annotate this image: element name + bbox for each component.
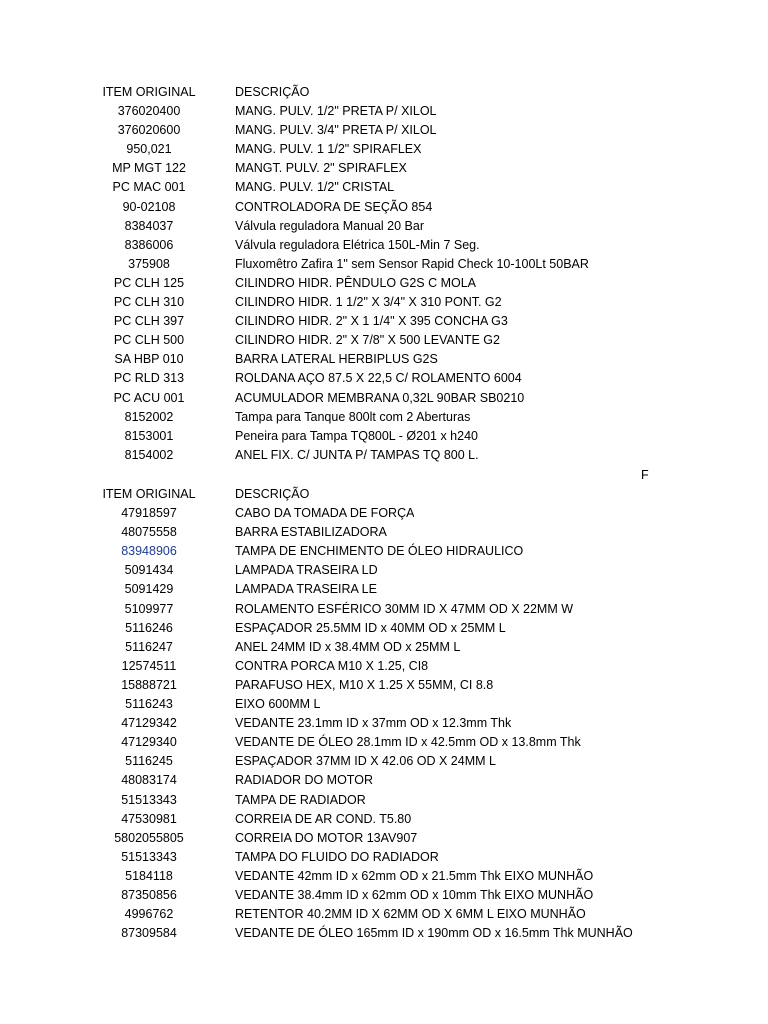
description-cell: Tampa para Tanque 800lt com 2 Aberturas xyxy=(235,409,471,424)
item-code-cell: 5116247 xyxy=(125,639,173,654)
table-header-row xyxy=(0,485,768,504)
description-cell: LAMPADA TRASEIRA LD xyxy=(235,563,378,578)
item-code-cell: 8384037 xyxy=(124,218,174,233)
item-code-cell: 47129342 xyxy=(121,716,177,731)
item-code-cell: 47129340 xyxy=(121,735,177,750)
table-header-row xyxy=(0,83,768,102)
description-cell: ACUMULADOR MEMBRANA 0,32L 90BAR SB0210 xyxy=(235,390,525,405)
description-cell: Fluxomêtro Zafira 1" sem Sensor Rapid Check 10-100Lt 50BAR xyxy=(235,256,589,271)
item-code-cell: SA HBP 010 xyxy=(114,352,184,367)
table-row xyxy=(0,274,768,293)
table-row xyxy=(0,542,768,561)
parts-table-1 xyxy=(0,83,768,465)
truncated-cell-text: F xyxy=(641,468,649,482)
table-row xyxy=(0,178,768,197)
table-row xyxy=(0,121,768,140)
table-row xyxy=(0,389,768,408)
header-descricao: DESCRIÇÃO xyxy=(235,85,310,99)
table-row xyxy=(0,580,768,599)
item-code-cell: 51513343 xyxy=(121,849,177,864)
description-cell: BARRA LATERAL HERBIPLUS G2S xyxy=(235,352,438,367)
table-row xyxy=(0,829,768,848)
item-code-cell: 4996762 xyxy=(124,907,174,922)
table-row xyxy=(0,752,768,771)
description-cell: RADIADOR DO MOTOR xyxy=(235,773,373,788)
item-code-cell: 8153001 xyxy=(124,428,174,443)
table-row xyxy=(0,198,768,217)
table-row xyxy=(0,293,768,312)
table-row xyxy=(0,236,768,255)
description-cell: TAMPA DO FLUIDO DO RADIADOR xyxy=(235,849,439,864)
header-descricao: DESCRIÇÃO xyxy=(235,487,310,501)
item-code-cell: 5091429 xyxy=(124,582,174,597)
item-code-cell: 51513343 xyxy=(121,792,177,807)
description-cell: CONTRA PORCA M10 X 1.25, CI8 xyxy=(235,658,429,673)
item-code-cell: PC CLH 310 xyxy=(113,295,185,310)
description-cell: MANG. PULV. 1/2" PRETA P/ XILOL xyxy=(235,104,437,119)
item-code-cell: 5184118 xyxy=(125,868,173,883)
table-row xyxy=(0,350,768,369)
description-cell: ROLAMENTO ESFÉRICO 30MM ID X 47MM OD X 22MM W xyxy=(235,601,574,616)
description-cell: CILINDRO HIDR. PÊNDULO G2S C MOLA xyxy=(235,275,477,290)
description-cell: MANG. PULV. 1 1/2" SPIRAFLEX xyxy=(235,142,422,157)
description-cell: Peneira para Tampa TQ800L - Ø201 x h240 xyxy=(235,428,478,443)
table-row xyxy=(0,695,768,714)
description-cell: TAMPA DE RADIADOR xyxy=(235,792,366,807)
item-code-cell: 376020600 xyxy=(117,123,181,138)
description-cell: VEDANTE DE ÓLEO 28.1mm ID x 42.5mm OD x 13.8mm Thk xyxy=(235,735,581,750)
table-row xyxy=(0,369,768,388)
table-row xyxy=(0,408,768,427)
item-code-cell: PC CLH 125 xyxy=(113,275,185,290)
table-row xyxy=(0,676,768,695)
table-row xyxy=(0,561,768,580)
table-row xyxy=(0,657,768,676)
description-cell: BARRA ESTABILIZADORA xyxy=(235,525,387,540)
table-row xyxy=(0,312,768,331)
item-code-cell: 5109977 xyxy=(124,601,174,616)
item-code-cell: 83948906 xyxy=(121,544,177,559)
description-cell: CILINDRO HIDR. 2" X 1 1/4" X 395 CONCHA G3 xyxy=(235,314,508,329)
table-row xyxy=(0,638,768,657)
table-row xyxy=(0,733,768,752)
description-cell: Válvula reguladora Manual 20 Bar xyxy=(235,218,425,233)
item-code-cell: 5116245 xyxy=(125,754,173,769)
table-row xyxy=(0,600,768,619)
description-cell: RETENTOR 40.2MM ID X 62MM OD X 6MM L EIXO MUNHÃO xyxy=(235,907,586,922)
table-row xyxy=(0,867,768,886)
table-row xyxy=(0,924,768,943)
item-code-cell: 5091434 xyxy=(124,563,174,578)
description-cell: ANEL 24MM ID x 38.4MM OD x 25MM L xyxy=(235,639,461,654)
table-row xyxy=(0,159,768,178)
description-cell: MANG. PULV. 1/2" CRISTAL xyxy=(235,180,395,195)
description-cell: CONTROLADORA DE SEÇÃO 854 xyxy=(235,199,433,214)
table-row xyxy=(0,771,768,790)
table-row xyxy=(0,504,768,523)
item-code-cell: 376020400 xyxy=(117,104,181,119)
table-row xyxy=(0,427,768,446)
description-cell: ANEL FIX. C/ JUNTA P/ TAMPAS TQ 800 L. xyxy=(235,447,479,462)
description-cell: CILINDRO HIDR. 2" X 7/8" X 500 LEVANTE G2 xyxy=(235,333,500,348)
table-row xyxy=(0,446,768,465)
description-cell: PARAFUSO HEX, M10 X 1.25 X 55MM, CI 8.8 xyxy=(235,677,494,692)
item-code-cell: 950,021 xyxy=(126,142,172,157)
item-code-cell: PC MAC 001 xyxy=(112,180,186,195)
description-cell: VEDANTE 38.4mm ID x 62mm OD x 10mm Thk EIXO MUNHÃO xyxy=(235,887,594,902)
table-row xyxy=(0,810,768,829)
description-cell: VEDANTE DE ÓLEO 165mm ID x 190mm OD x 16.5mm Thk MUNHÃO xyxy=(235,926,633,941)
table-row xyxy=(0,905,768,924)
item-code-cell: 8152002 xyxy=(124,409,174,424)
table-row xyxy=(0,848,768,867)
description-cell: CORREIA DE AR COND. T5.80 xyxy=(235,811,412,826)
description-cell: CILINDRO HIDR. 1 1/2" X 3/4" X 310 PONT. G2 xyxy=(235,295,502,310)
item-code-cell: 87350856 xyxy=(121,887,177,902)
item-code-cell: 5802055805 xyxy=(114,830,184,845)
table-row xyxy=(0,331,768,350)
table-row xyxy=(0,140,768,159)
item-code-cell: 375908 xyxy=(128,256,170,271)
item-code-cell: PC CLH 500 xyxy=(113,333,185,348)
item-code-cell: 8154002 xyxy=(124,447,174,462)
item-code-cell: PC RLD 313 xyxy=(113,371,185,386)
item-code-cell: 48075558 xyxy=(121,525,177,540)
description-cell: CORREIA DO MOTOR 13AV907 xyxy=(235,830,418,845)
description-cell: ROLDANA AÇO 87.5 X 22,5 C/ ROLAMENTO 6004 xyxy=(235,371,522,386)
table-row xyxy=(0,619,768,638)
table-row xyxy=(0,714,768,733)
table-row xyxy=(0,523,768,542)
description-cell: EIXO 600MM L xyxy=(235,697,321,712)
item-code-cell: PC CLH 397 xyxy=(113,314,185,329)
item-code-cell: 12574511 xyxy=(121,658,177,673)
description-cell: Válvula reguladora Elétrica 150L-Min 7 Seg. xyxy=(235,237,480,252)
description-cell: CABO DA TOMADA DE FORÇA xyxy=(235,506,415,521)
description-cell: VEDANTE 23.1mm ID x 37mm OD x 12.3mm Thk xyxy=(235,716,512,731)
description-cell: MANGT. PULV. 2" SPIRAFLEX xyxy=(235,161,407,176)
description-cell: MANG. PULV. 3/4" PRETA P/ XILOL xyxy=(235,123,437,138)
table-row xyxy=(0,102,768,121)
table-row xyxy=(0,217,768,236)
parts-table-2 xyxy=(0,485,768,943)
header-item-original: ITEM ORIGINAL xyxy=(102,487,196,501)
table-row xyxy=(0,791,768,810)
item-code-cell: 5116243 xyxy=(125,697,173,712)
item-code-cell: 48083174 xyxy=(121,773,177,788)
table-row xyxy=(0,255,768,274)
item-code-cell: 90-02108 xyxy=(122,199,176,214)
description-cell: LAMPADA TRASEIRA LE xyxy=(235,582,377,597)
item-code-cell: 15888721 xyxy=(121,677,177,692)
description-cell: TAMPA DE ENCHIMENTO DE ÓLEO HIDRAULICO xyxy=(235,544,524,559)
item-code-cell: 87309584 xyxy=(121,926,177,941)
header-item-original: ITEM ORIGINAL xyxy=(102,85,196,99)
item-code-cell: PC ACU 001 xyxy=(113,390,185,405)
item-code-cell: 47918597 xyxy=(121,506,177,521)
item-code-cell: 47530981 xyxy=(121,811,177,826)
item-code-cell: 8386006 xyxy=(124,237,174,252)
item-code-cell: MP MGT 122 xyxy=(112,161,186,176)
table-row xyxy=(0,886,768,905)
item-code-cell: 5116246 xyxy=(125,620,173,635)
description-cell: ESPAÇADOR 37MM ID X 42.06 OD X 24MM L xyxy=(235,754,496,769)
description-cell: ESPAÇADOR 25.5MM ID x 40MM OD x 25MM L xyxy=(235,620,506,635)
description-cell: VEDANTE 42mm ID x 62mm OD x 21.5mm Thk EIXO MUNHÃO xyxy=(235,868,594,883)
